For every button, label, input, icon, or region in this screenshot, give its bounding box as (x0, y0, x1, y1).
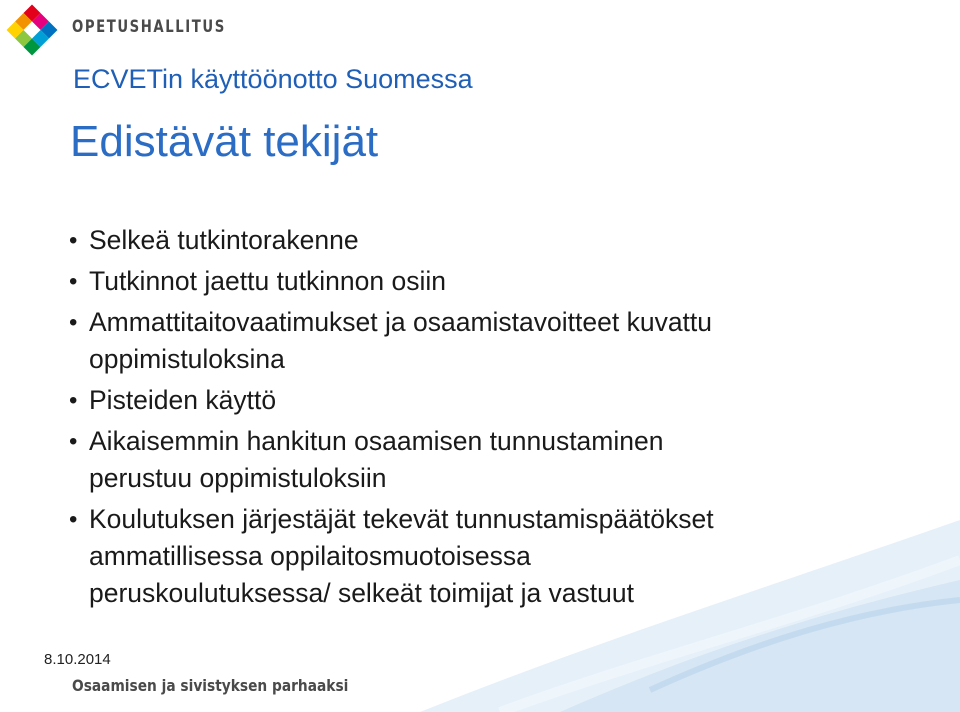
bullet-line: peruskoulutuksessa/ selkeät toimijat ja vastuut (89, 578, 634, 608)
bullet-line: perustuu oppimistuloksiin (89, 463, 387, 493)
bullet-item (68, 382, 948, 419)
bullet-line: • Koulutuksen järjestäjät tekevät tunnustamispäätökset (89, 504, 714, 534)
slide-date: 8.10.2014 (44, 651, 111, 668)
bullet-line: • Ammattitaitovaatimukset ja osaamistavoitteet kuvattu (89, 307, 713, 337)
bullet-item (68, 423, 948, 497)
opetushallitus-diamond-logo-icon (4, 2, 60, 58)
bullet-item (68, 304, 948, 378)
bullet-line: • Pisteiden käyttö (89, 385, 277, 415)
bullet-list (68, 222, 948, 616)
bullet-line: • Selkeä tutkintorakenne (89, 225, 359, 255)
bullet-line: ammatillisessa oppilaitosmuotoisessa (89, 541, 531, 571)
bullet-line: • Tutkinnot jaettu tutkinnon osiin (89, 266, 446, 296)
slide-subtitle: ECVETin käyttöönotto Suomessa (73, 64, 473, 94)
bullet-line: • Aikaisemmin hankitun osaamisen tunnustaminen (89, 426, 664, 456)
bullet-item (68, 263, 948, 300)
org-name: OPETUSHALLITUS (72, 17, 226, 37)
slide-title: Edistävät tekijät (70, 117, 379, 166)
bullet-item (68, 501, 948, 612)
bullet-item (68, 222, 948, 259)
bullet-line: oppimistuloksina (89, 344, 285, 374)
footer-slogan: Osaamisen ja sivistyksen parhaaksi (72, 676, 349, 695)
